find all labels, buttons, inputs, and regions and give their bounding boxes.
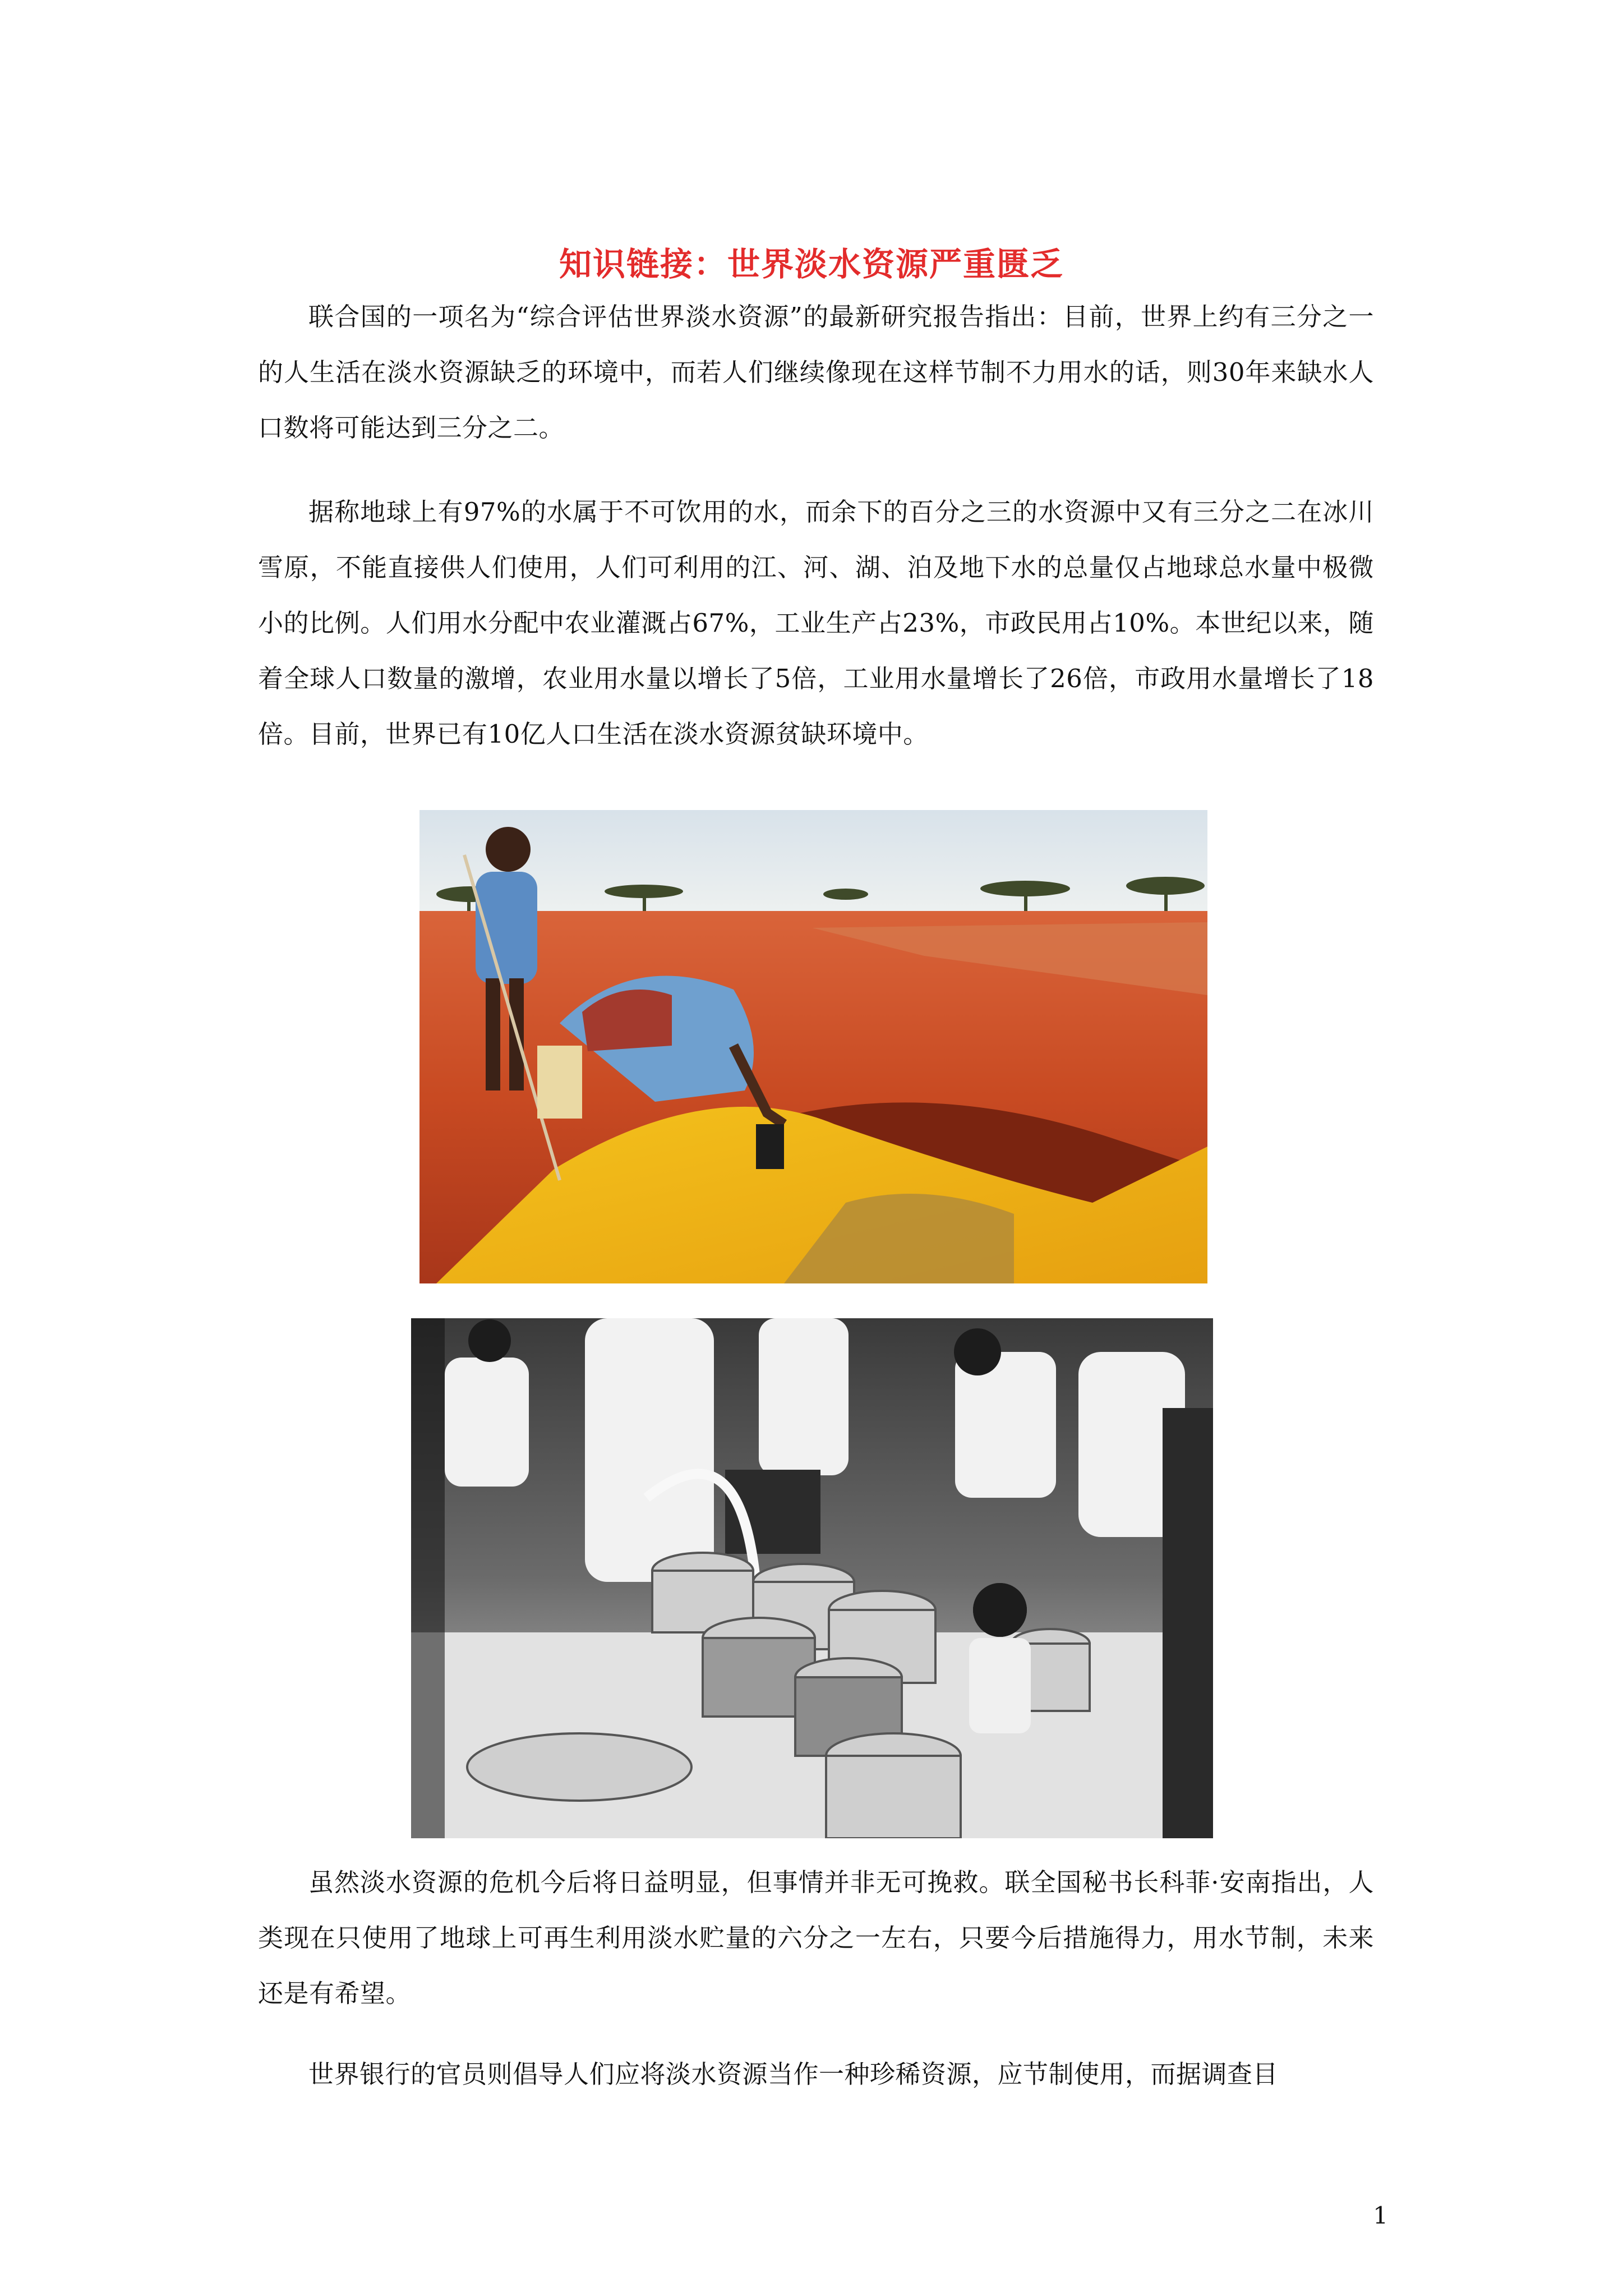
paragraph-3: 虽然淡水资源的危机今后将日益明显，但事情并非无可挽救。联全国秘书长科菲·安南指出，人类现在只使用了地球上可再生利用淡水贮量的六分之一左右，只要今后措施得力，用水节制，未来还是有希望。 (258, 1867, 1374, 2008)
paragraph-2: 据称地球上有97%的水属于不可饮用的水，而余下的百分之三的水资源中又有三分之二在冰川雪原，不能直接供人们使用，人们可利用的江、河、湖、泊及地下水的总量仅占地球总水量中极微小的比例。人们用水分配中农业灌溉占67%，工业生产占23%，市政民用占10%。本世纪以来，随着全球人口数量的激增，农业用水量以增长了5倍，工业用水量增长了26倍，市政用水量增长了18倍。目前，世界已有10亿人口生活在淡水资源贫缺环境中。 (258, 497, 1374, 749)
paragraph-4: 世界银行的官员则倡导人们应将淡水资源当作一种珍稀资源，应节制使用，而据调查目 (308, 2059, 1279, 2089)
paragraph-1: 联合国的一项名为“综合评估世界淡水资源”的最新研究报告指出：目前，世界上约有三分之一的人生活在淡水资源缺乏的环境中，而若人们继续像现在这样节制不力用水的话，则30年来缺水人口数将可能达到三分之二。 (258, 302, 1374, 443)
document-title: 知识链接：世界淡水资源严重匮乏 (559, 245, 1064, 283)
page-number: 1 (1373, 2202, 1388, 2229)
queue-photo-illustration (411, 1318, 1213, 1838)
drought-photo-illustration (419, 810, 1207, 1283)
water-queue-photo (411, 1318, 1213, 1838)
drought-water-pit-photo (419, 810, 1207, 1283)
